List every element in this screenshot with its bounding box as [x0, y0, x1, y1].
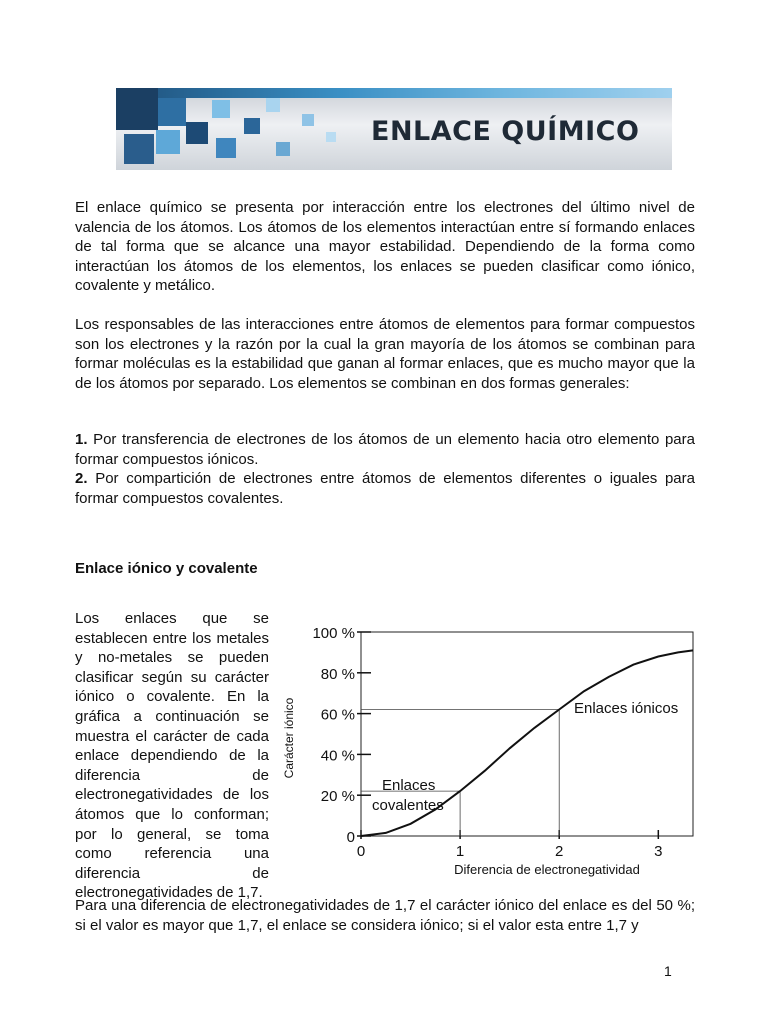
covalent-label-line1: Enlaces — [382, 777, 436, 794]
banner-tile — [266, 98, 280, 112]
banner-tile — [244, 118, 260, 134]
y-axis-label: Carácter iónico — [282, 697, 296, 779]
ionic-label: Enlaces iónicos — [574, 700, 679, 717]
x-axis-label: Diferencia de electronegatividad — [454, 862, 640, 877]
side-paragraph: Los enlaces que se establecen entre los metales y no-metales se pueden clasificar según su carácter iónico o covalente. En la gráfica a continuación se muestra el carácter de cada enlace dependiendo de la diferencia de electronegatividades de los átomos que lo conforman; por lo general, se toma como referencia una diferencia de electronegatividades de 1,7. — [75, 610, 269, 902]
list-number: 2. — [75, 470, 88, 487]
banner-tile — [326, 132, 336, 142]
x-tick-label: 0 — [356, 843, 366, 860]
y-tick-label: 20 % — [320, 788, 355, 806]
list-text: Por transferencia de electrones de los átomos de un elemento hacia otro elemento para formar compuestos iónicos. — [75, 431, 695, 468]
header-banner — [116, 88, 672, 170]
banner-tile — [116, 88, 158, 130]
list-item-1 — [75, 430, 695, 469]
banner-tile — [212, 100, 230, 118]
banner-tile — [216, 138, 236, 158]
x-tick-label: 2 — [555, 843, 564, 860]
banner-tile — [156, 130, 180, 154]
y-tick-label: 0 — [346, 829, 355, 846]
y-tick-label: 60 % — [320, 706, 355, 724]
list-item-2 — [75, 469, 695, 508]
banner-tile — [276, 142, 290, 156]
intro-paragraph-2: Los responsables de las interacciones entre átomos de elementos para formar compuestos son los electrones y la razón por la cual la gran mayoría de los átomos se combinan para formar moléculas es la estabilidad que ganan al formar enlaces, que es mucho mayor que la de los átomos por separado. Los elementos se combinan en dos formas generales: — [75, 316, 695, 392]
electronegativity-chart — [280, 610, 700, 892]
list-number: 1. — [75, 431, 88, 448]
page-number: 1 — [664, 963, 672, 979]
y-tick-label: 40 % — [320, 747, 355, 765]
x-tick-label: 1 — [455, 843, 465, 860]
intro-paragraph-1: El enlace químico se presenta por interacción entre los electrones del último nivel de valencia de los átomos. Los átomos de los elementos interactúan entre sí formando enlaces de tal forma que se alcance una mayor estabilidad. Dependiendo de la forma como interactúan los átomos de los elementos, los enlaces se pueden clasificar como iónico, covalente y metálico. — [75, 199, 695, 295]
banner-title: ENLACE QUÍMICO — [371, 116, 640, 147]
list-text: Por compartición de electrones entre átomos de elementos diferentes o iguales para formar compuestos covalentes. — [75, 470, 695, 507]
covalent-label-line2: covalentes — [372, 797, 444, 814]
bottom-paragraph: Para una diferencia de electronegatividades de 1,7 el carácter iónico del enlace es del 50 %; si el valor es mayor que 1,7, el enlace se considera iónico; si el valor esta entre 1,7 y — [75, 897, 695, 934]
banner-stripe — [116, 88, 672, 98]
banner-tile — [158, 98, 186, 126]
x-tick-label: 3 — [654, 843, 663, 860]
y-tick-label: 80 % — [320, 665, 355, 683]
y-tick-label: 100 % — [312, 625, 355, 642]
section-heading: Enlace iónico y covalente — [75, 560, 258, 577]
banner-tile — [302, 114, 314, 126]
banner-tile — [124, 134, 154, 164]
banner-tile — [186, 122, 208, 144]
